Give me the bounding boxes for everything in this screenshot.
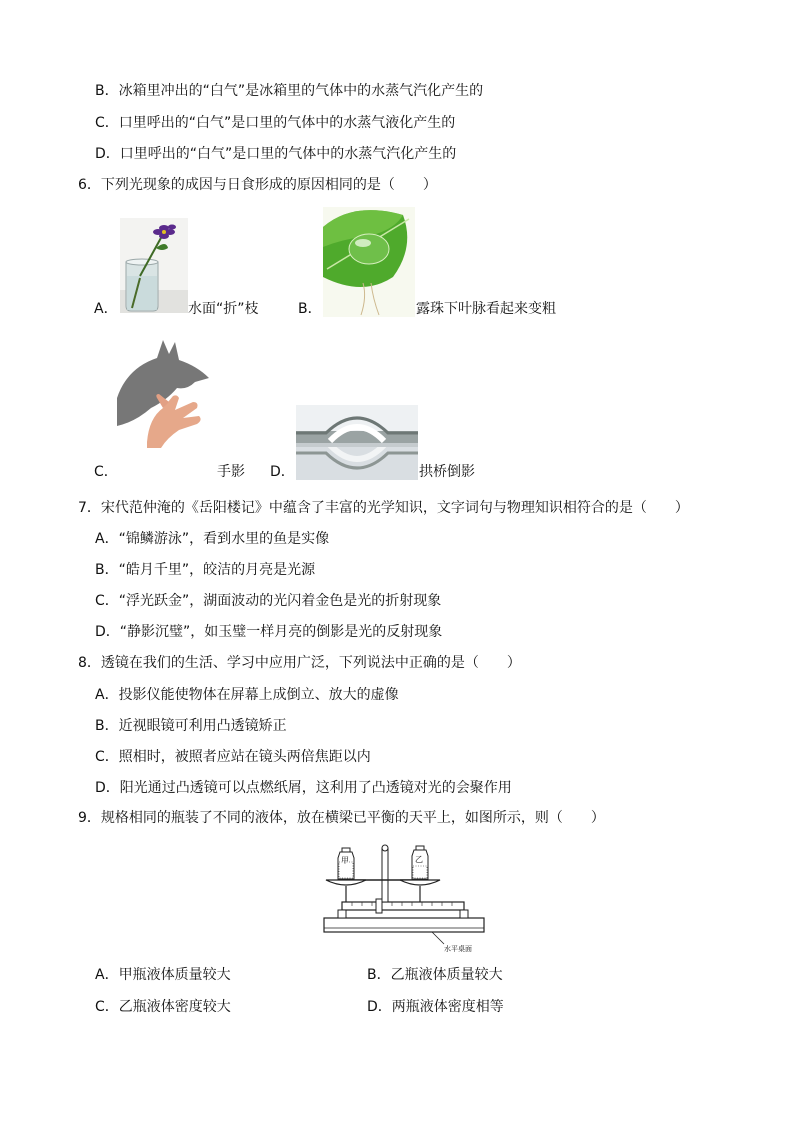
dewdrop-leaf-image bbox=[323, 207, 415, 317]
q6-option-d-letter: D． bbox=[270, 464, 295, 480]
table-label: 水平桌面 bbox=[444, 945, 472, 953]
q5-option-d: D．口里呼出的“白气”是口里的气体中的水蒸气汽化产生的 bbox=[95, 146, 457, 162]
q6-option-c-text: 手影 bbox=[217, 464, 245, 480]
bottle-label-yi: 乙 bbox=[415, 855, 423, 864]
q8-option-a: A．投影仪能使物体在屏幕上成倒立、放大的虚像 bbox=[95, 687, 399, 703]
q6-stem: 6．下列光现象的成因与日食形成的原因相同的是（ ） bbox=[78, 177, 437, 193]
flower-in-water-image bbox=[120, 218, 188, 313]
q9-option-a: A．甲瓶液体质量较大 bbox=[95, 967, 231, 983]
bottle-label-jia: 甲 bbox=[341, 856, 349, 865]
arch-bridge-image bbox=[296, 405, 418, 480]
q6-option-a-letter: A． bbox=[94, 301, 118, 317]
q6-option-b-letter: B． bbox=[298, 301, 322, 317]
q7-option-a: A．“锦鳞游泳”，看到水里的鱼是实像 bbox=[95, 531, 330, 547]
q6-option-c-letter: C． bbox=[94, 464, 118, 480]
q8-option-c: C．照相时，被照者应站在镜头两倍焦距以内 bbox=[95, 749, 371, 765]
q6-option-b-text: 露珠下叶脉看起来变粗 bbox=[416, 301, 556, 317]
q9-stem: 9．规格相同的瓶装了不同的液体，放在横梁已平衡的天平上，如图所示，则（ ） bbox=[78, 810, 605, 826]
q7-option-b: B．“皓月千里”，皎洁的月亮是光源 bbox=[95, 562, 316, 578]
q7-option-d: D．“静影沉璧”，如玉璧一样月亮的倒影是光的反射现象 bbox=[95, 624, 443, 640]
q6-option-a-text: 水面“折”枝 bbox=[188, 301, 259, 317]
q9-option-d: D．两瓶液体密度相等 bbox=[367, 999, 504, 1015]
q6-option-d-text: 拱桥倒影 bbox=[419, 464, 475, 480]
q9-option-b: B．乙瓶液体质量较大 bbox=[367, 967, 503, 983]
q8-option-d: D．阳光通过凸透镜可以点燃纸屑，这利用了凸透镜对光的会聚作用 bbox=[95, 780, 512, 796]
q9-option-c: C．乙瓶液体密度较大 bbox=[95, 999, 231, 1015]
hand-shadow-image bbox=[117, 338, 212, 448]
q5-option-b: B．冰箱里冲出的“白气”是冰箱里的气体中的水蒸气汽化产生的 bbox=[95, 83, 484, 99]
q7-option-c: C．“浮光跃金”，湖面波动的光闪着金色是光的折射现象 bbox=[95, 593, 442, 609]
q5-option-c: C．口里呼出的“白气”是口里的气体中的水蒸气液化产生的 bbox=[95, 115, 456, 131]
q8-stem: 8．透镜在我们的生活、学习中应用广泛，下列说法中正确的是（ ） bbox=[78, 655, 521, 671]
q8-option-b: B．近视眼镜可利用凸透镜矫正 bbox=[95, 718, 287, 734]
q7-stem: 7．宋代范仲淹的《岳阳楼记》中蕴含了丰富的光学知识，文字词句与物理知识相符合的是（ ） bbox=[78, 500, 689, 516]
balance-scale-figure bbox=[322, 840, 500, 955]
